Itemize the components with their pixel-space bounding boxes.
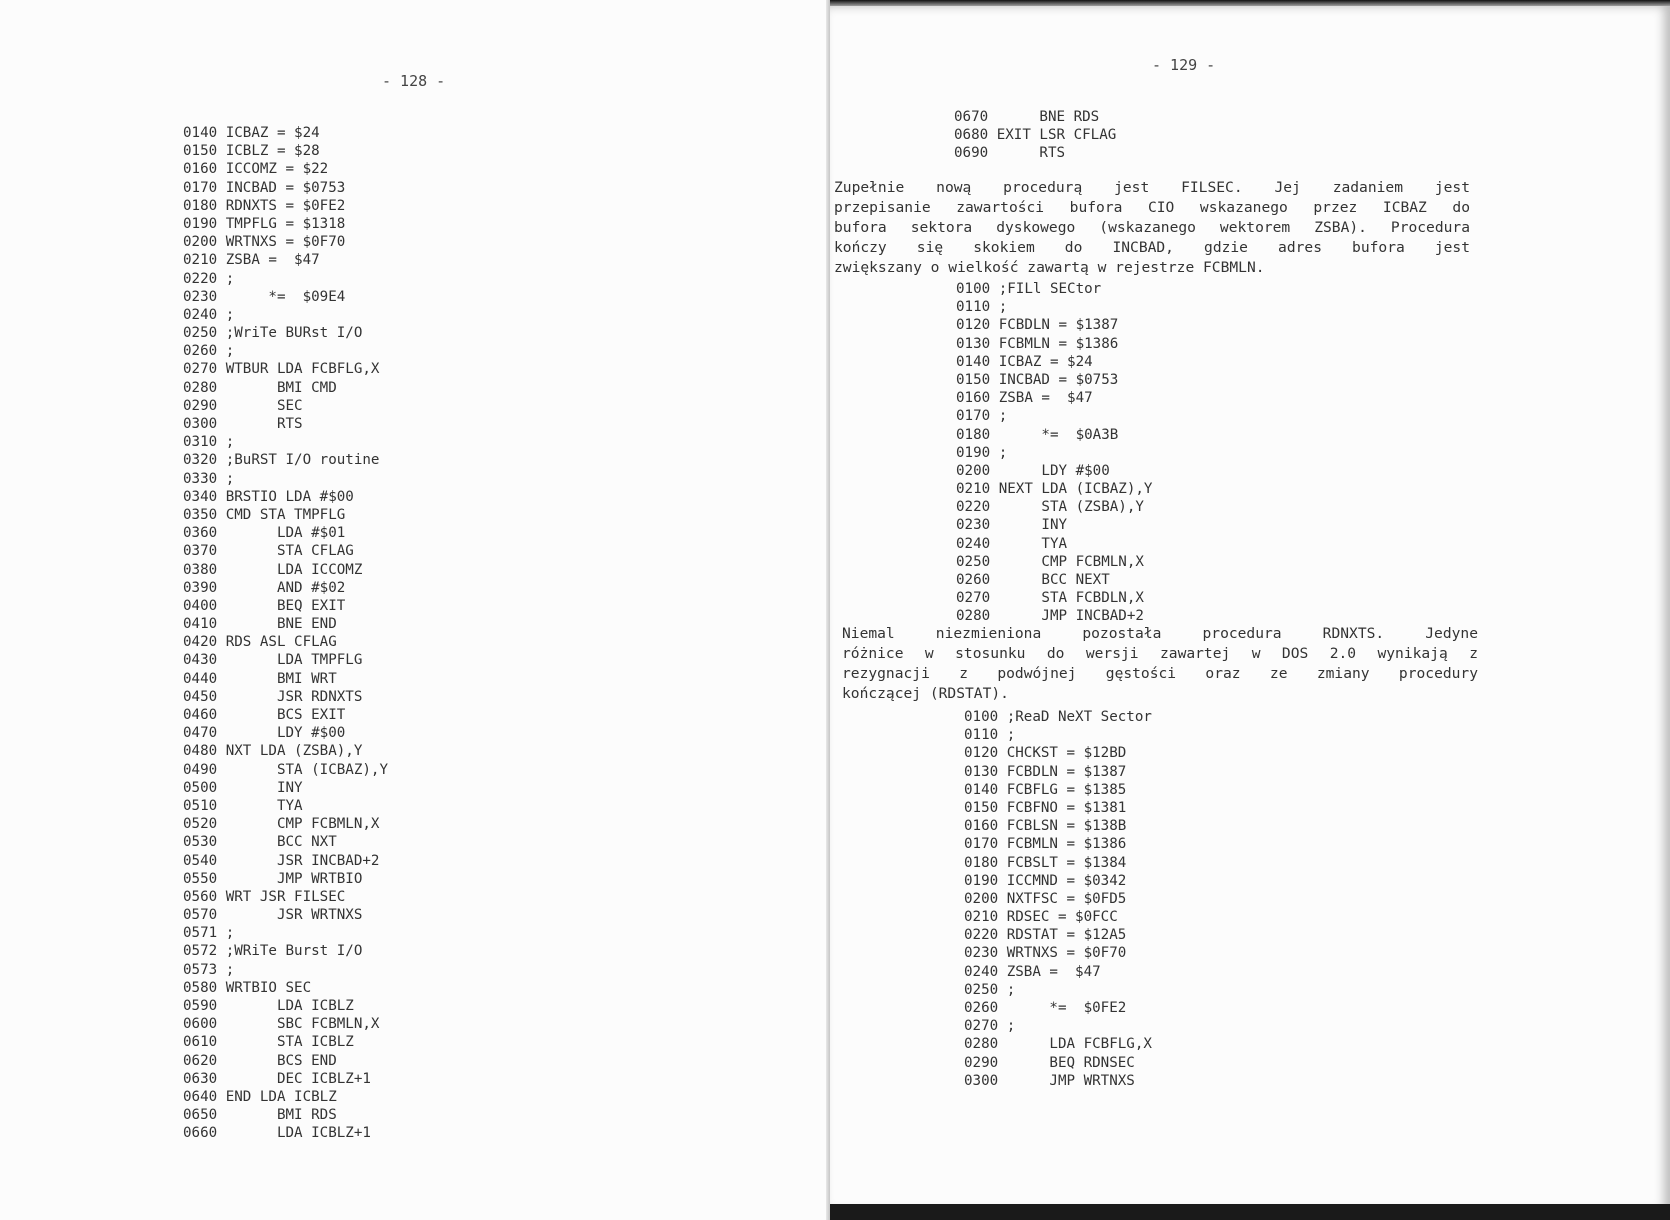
code-line: 0460 BCS EXIT [183, 707, 346, 723]
code-line: 0190 ICCMND = $0342 [964, 872, 1127, 889]
code-line: 0150 ICBLZ = $28 [183, 143, 320, 160]
code-line: 0440 BMI WRT [183, 670, 337, 687]
code-line: 0540 JSR INCBAD+2 [183, 852, 380, 869]
code-line: 0210 ZSBA = $47 [183, 252, 320, 269]
code-line: 0270 STA FCBDLN,X [956, 590, 1144, 607]
code-line: 0572 ;WRiTe Burst I/O [183, 943, 363, 960]
paragraph-line: bufora sektora dyskowego (wskazanego wektorem ZSBA). Procedura [834, 219, 1470, 236]
page-number-right: - 129 - [1152, 56, 1216, 74]
code-line: 0450 JSR RDNXTS [183, 688, 363, 705]
code-line: 0160 ICCOMZ = $22 [183, 161, 329, 178]
code-line: 0230 *= $09E4 [183, 288, 346, 305]
code-line: 0220 ; [183, 270, 235, 287]
code-line: 0660 LDA ICBLZ+1 [183, 1125, 371, 1142]
code-line: 0260 ; [183, 343, 235, 360]
page-number-left: - 128 - [382, 72, 446, 90]
code-line: 0360 LDA #$01 [183, 525, 346, 542]
code-line: 0140 ICBAZ = $24 [183, 125, 320, 141]
code-line: 0160 ZSBA = $47 [956, 390, 1093, 407]
code-line: 0300 RTS [183, 416, 303, 432]
paragraph-line: Niemal niezmieniona pozostała procedura RDNXTS. Jedyne [842, 625, 1478, 642]
code-line: 0520 CMP FCBMLN,X [183, 816, 380, 833]
code-line: 0300 JMP WRTNXS [964, 1072, 1135, 1089]
code-line: 0510 TYA [183, 797, 303, 814]
code-line: 0630 DEC ICBLZ+1 [183, 1070, 371, 1087]
code-line: 0220 STA (ZSBA),Y [956, 499, 1144, 516]
code-line: 0260 BCC NEXT [956, 572, 1110, 588]
code-line: 0170 ; [956, 408, 1008, 425]
code-line: 0140 FCBFLG = $1385 [964, 781, 1127, 798]
code-line: 0240 ZSBA = $47 [964, 963, 1101, 980]
code-line: 0310 ; [183, 434, 235, 451]
code-line: 0530 BCC NXT [183, 834, 337, 851]
paragraph-line: rezygnacji z podwójnej gęstości oraz ze zmiany procedury [842, 665, 1478, 682]
paragraph-filsec [834, 178, 1470, 278]
code-line: 0120 FCBDLN = $1387 [956, 317, 1119, 334]
code-line: 0390 AND #$02 [183, 579, 346, 596]
code-line: 0240 ; [183, 306, 235, 323]
code-line: 0590 LDA ICBLZ [183, 998, 354, 1014]
code-line: 0210 RDSEC = $0FCC [964, 909, 1118, 926]
code-line: 0500 INY [183, 779, 303, 796]
code-line: 0270 WTBUR LDA FCBFLG,X [183, 361, 380, 378]
code-line: 0220 RDSTAT = $12A5 [964, 927, 1127, 944]
code-line: 0170 INCBAD = $0753 [183, 179, 346, 196]
code-line: 0170 FCBMLN = $1386 [964, 836, 1127, 853]
code-line: 0580 WRTBIO SEC [183, 979, 312, 996]
paragraph-line: różnice w stosunku do wersji zawartej w DOS 2.0 wynikają z [842, 645, 1478, 662]
page-bottom-edge [830, 1204, 1670, 1220]
code-line: 0400 BEQ EXIT [183, 597, 346, 614]
code-line: 0670 BNE RDS [954, 109, 1100, 125]
code-listing-exit [954, 108, 1116, 163]
code-line: 0470 LDY #$00 [183, 725, 346, 742]
code-line: 0160 FCBLSN = $138B [964, 818, 1127, 835]
code-line: 0480 NXT LDA (ZSBA),Y [183, 743, 363, 760]
paragraph-line: Zupełnie nową procedurą jest FILSEC. Jej zadaniem jest [834, 179, 1470, 196]
code-line: 0230 INY [956, 517, 1068, 534]
code-line: 0150 FCBFNO = $1381 [964, 799, 1127, 816]
code-line: 0330 ; [183, 470, 235, 487]
code-line: 0610 STA ICBLZ [183, 1034, 354, 1051]
code-line: 0370 STA CFLAG [183, 543, 354, 560]
code-line: 0100 ;ReaD NeXT Sector [964, 709, 1152, 725]
code-line: 0200 NXTFSC = $0FD5 [964, 890, 1127, 907]
code-line: 0240 TYA [956, 535, 1068, 552]
code-line: 0150 INCBAD = $0753 [956, 371, 1119, 388]
code-line: 0180 RDNXTS = $0FE2 [183, 197, 346, 214]
code-line: 0190 ; [956, 444, 1008, 461]
code-line: 0570 JSR WRTNXS [183, 907, 363, 924]
code-line: 0210 NEXT LDA (ICBAZ),Y [956, 481, 1153, 498]
code-line: 0690 RTS [954, 145, 1066, 162]
paragraph-line: kończy się skokiem do INCBAD, gdzie adres bufora jest [834, 239, 1470, 256]
code-line: 0600 SBC FCBMLN,X [183, 1016, 380, 1033]
code-line: 0340 BRSTIO LDA #$00 [183, 488, 354, 505]
code-line: 0430 LDA TMPFLG [183, 652, 363, 669]
code-line: 0280 BMI CMD [183, 379, 337, 396]
code-line: 0190 TMPFLG = $1318 [183, 215, 346, 232]
code-line: 0290 SEC [183, 397, 303, 414]
code-line: 0250 ; [964, 981, 1016, 998]
code-line: 0560 WRT JSR FILSEC [183, 888, 346, 905]
right-page [830, 6, 1670, 1211]
code-line: 0100 ;FILl SECtor [956, 281, 1102, 297]
code-line: 0250 CMP FCBMLN,X [956, 553, 1144, 570]
paragraph-line: przepisanie zawartości bufora CIO wskazanego przez ICBAZ do [834, 199, 1470, 216]
code-line: 0410 BNE END [183, 616, 337, 633]
code-line: 0180 *= $0A3B [956, 426, 1119, 443]
code-line: 0573 ; [183, 961, 235, 978]
code-line: 0650 BMI RDS [183, 1107, 337, 1124]
code-line: 0550 JMP WRTBIO [183, 870, 363, 887]
code-line: 0130 FCBMLN = $1386 [956, 335, 1119, 352]
code-line: 0571 ; [183, 925, 235, 942]
code-line: 0420 RDS ASL CFLAG [183, 634, 337, 651]
code-line: 0140 ICBAZ = $24 [956, 353, 1093, 370]
code-line: 0280 LDA FCBFLG,X [964, 1036, 1152, 1053]
code-line: 0320 ;BuRST I/O routine [183, 452, 380, 469]
code-listing-wtbur [183, 124, 388, 1143]
code-line: 0680 EXIT LSR CFLAG [954, 127, 1117, 144]
code-line: 0350 CMD STA TMPFLG [183, 506, 346, 523]
code-line: 0110 ; [964, 727, 1016, 744]
code-line: 0640 END LDA ICBLZ [183, 1088, 337, 1105]
paragraph-rdnxts [842, 624, 1478, 704]
code-line: 0110 ; [956, 299, 1008, 316]
code-line: 0120 CHCKST = $12BD [964, 745, 1127, 762]
code-line: 0280 JMP INCBAD+2 [956, 608, 1144, 625]
code-line: 0180 FCBSLT = $1384 [964, 854, 1127, 871]
code-listing-filsec [956, 280, 1152, 626]
code-line: 0620 BCS END [183, 1052, 337, 1069]
code-line: 0270 ; [964, 1018, 1016, 1035]
code-line: 0230 WRTNXS = $0F70 [964, 945, 1127, 962]
code-line: 0200 WRTNXS = $0F70 [183, 234, 346, 251]
code-line: 0200 LDY #$00 [956, 462, 1110, 479]
paragraph-line: zwiększany o wielkość zawartą w rejestrze FCBMLN. [834, 259, 1265, 276]
code-line: 0250 ;WriTe BURst I/O [183, 325, 363, 342]
code-line: 0380 LDA ICCOMZ [183, 561, 363, 578]
code-line: 0260 *= $0FE2 [964, 1000, 1127, 1016]
code-line: 0490 STA (ICBAZ),Y [183, 761, 388, 778]
code-line: 0130 FCBDLN = $1387 [964, 763, 1127, 780]
paragraph-line: kończącej (RDSTAT). [842, 685, 1009, 702]
code-listing-rdnxts [964, 708, 1152, 1090]
code-line: 0290 BEQ RDNSEC [964, 1054, 1135, 1071]
